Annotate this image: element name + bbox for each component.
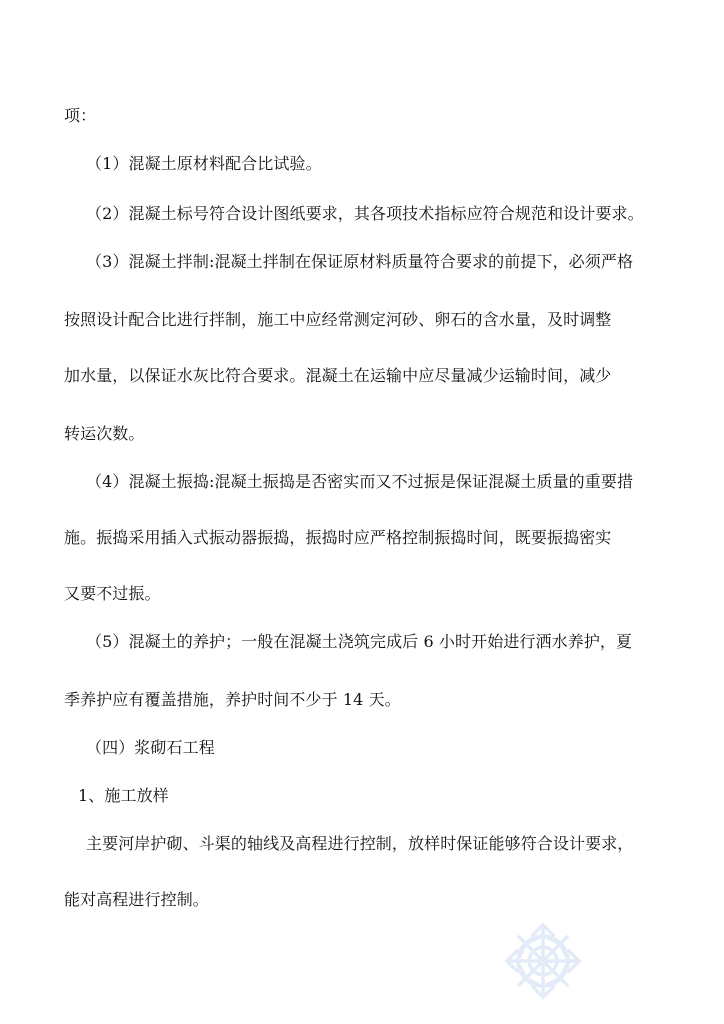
snowflake-watermark-icon xyxy=(500,918,586,1004)
text-line-1: 项： xyxy=(64,106,97,125)
text-line-6: 加水量，以保证水灰比符合要求。混凝土在运输中应尽量减少运输时间，减少 xyxy=(64,366,612,385)
text-line-10: 又要不过振。 xyxy=(64,584,161,603)
text-line-8: （4）混凝土振捣:混凝土振捣是否密实而又不过振是保证混凝土质量的重要措 xyxy=(86,472,634,491)
text-line-7: 转运次数。 xyxy=(64,424,145,443)
text-line-11: （5）混凝土的养护；一般在混凝土浇筑完成后 6 小时开始进行洒水养护，夏 xyxy=(86,632,633,651)
text-line-9: 施。振捣采用插入式振动器振捣，振捣时应严格控制振捣时间，既要振捣密实 xyxy=(64,528,612,547)
text-line-15: 主要河岸护砌、斗渠的轴线及高程进行控制，放样时保证能够符合设计要求， xyxy=(86,834,634,853)
text-line-2: （1）混凝土原材料配合比试验。 xyxy=(86,154,322,173)
text-line-4: （3）混凝土拌制:混凝土拌制在保证原材料质量符合要求的前提下，必须严格 xyxy=(86,252,634,271)
text-line-5: 按照设计配合比进行拌制，施工中应经常测定河砂、卵石的含水量，及时调整 xyxy=(64,310,612,329)
text-line-3: （2）混凝土标号符合设计图纸要求，其各项技术指标应符合规范和设计要求。 xyxy=(86,204,644,223)
text-line-13: （四）浆砌石工程 xyxy=(86,738,215,757)
text-line-12: 季养护应有覆盖措施，养护时间不少于 14 天。 xyxy=(64,690,401,709)
text-line-14: 1、施工放样 xyxy=(78,786,169,805)
text-line-16: 能对高程进行控制。 xyxy=(64,890,209,909)
